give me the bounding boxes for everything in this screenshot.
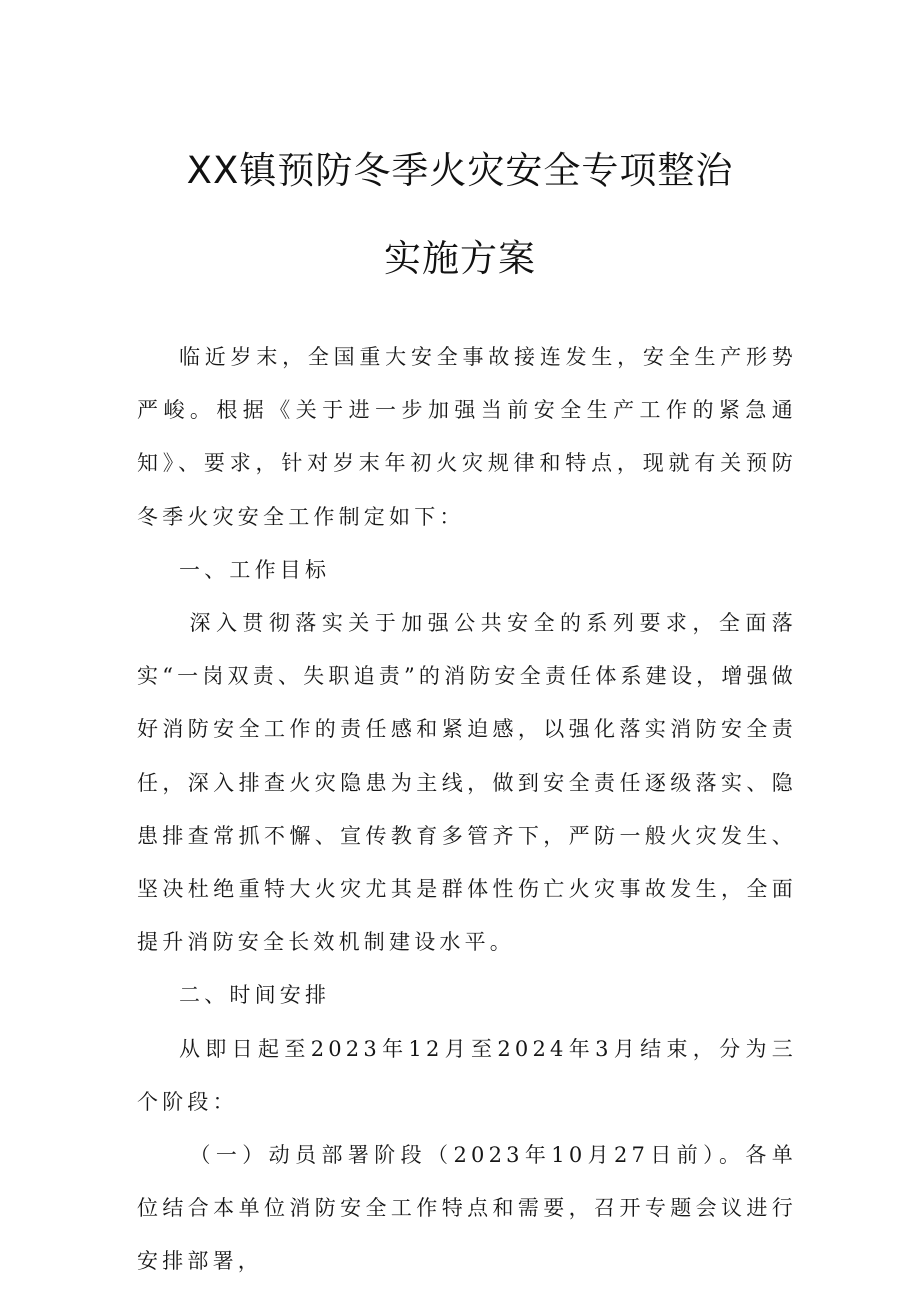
goals-paragraph: 深入贯彻落实关于加强公共安全的系列要求，全面落实“一岗双责、失职追责”的消防安全责任体系建设，增强做好消防安全工作的责任感和紧迫感，以强化落实消防安全责任，深入排查火灾隐患为主线，做到安全责任逐级落实、隐患排查常抓不懈、宣传教育多管齐下，严防一般火灾发生、坚决杜绝重特大火灾尤其是群体性伤亡火灾事故发生，全面提升消防安全长效机制建设水平。 xyxy=(137,611,797,955)
document-title-line-1: XX镇预防冬季火灾安全专项整治 xyxy=(186,149,734,192)
document-body xyxy=(137,331,797,1289)
section-heading-goals: 一、工作目标 xyxy=(179,557,331,582)
schedule-paragraph: 从即日起至2023年12月至2024年3月结束，分为三个阶段： xyxy=(137,1036,797,1114)
intro-paragraph: 临近岁末，全国重大安全事故接连发生，安全生产形势严峻。根据《关于进一步加强当前安全生产工作的紧急通知》、要求，针对岁末年初火灾规律和特点，现就有关预防冬季火灾安全工作制定如下： xyxy=(137,345,797,529)
section-heading-schedule: 二、时间安排 xyxy=(179,983,331,1008)
phase-one-paragraph: （一）动员部署阶段（2023年10月27日前）。各单位结合本单位消防安全工作特点和需要，召开专题会议进行安排部署， xyxy=(137,1143,797,1274)
document-title-line-2: 实施方案 xyxy=(384,237,536,280)
